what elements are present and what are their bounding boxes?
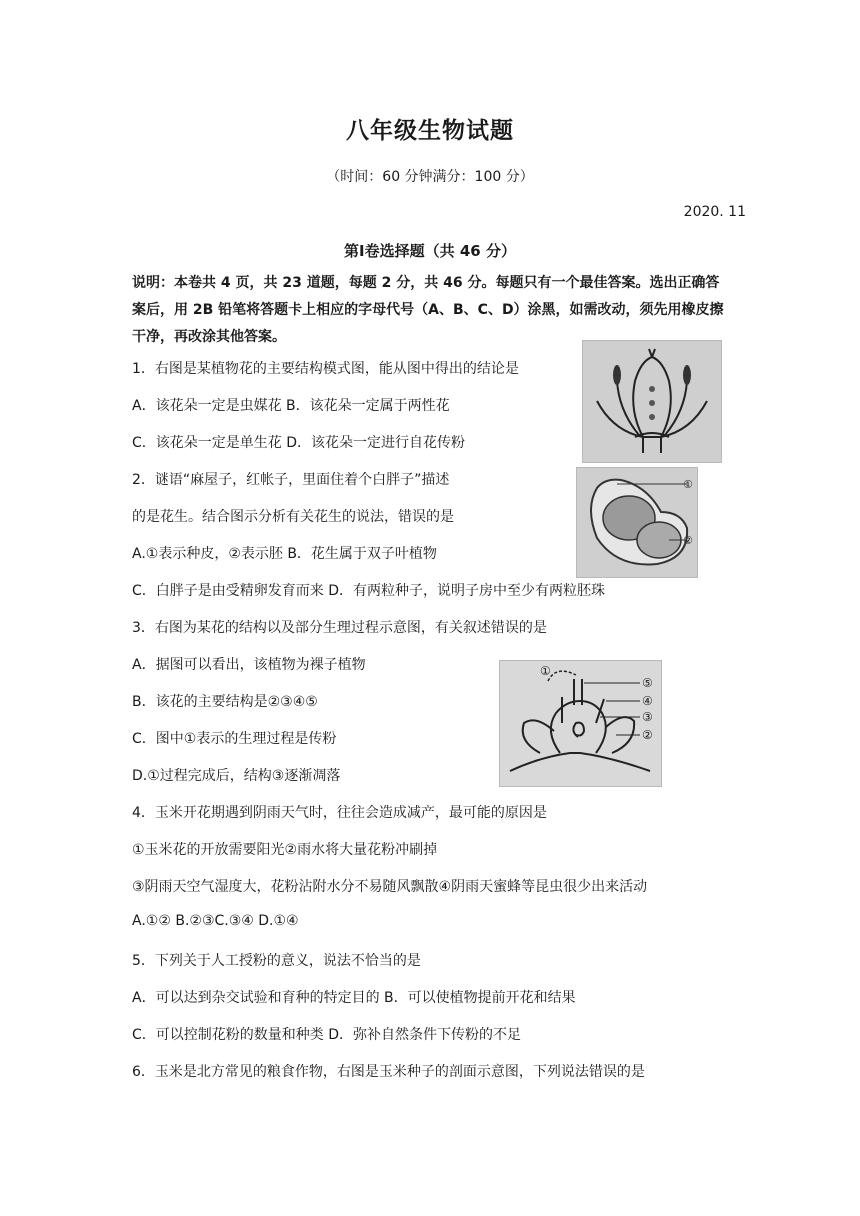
question-2-options-ab: A.①表示种皮，②表示胚 B．花生属于双子叶植物 [132,546,437,562]
peanut-figure [576,467,698,578]
question-3-option-d: D.①过程完成后，结构③逐渐凋落 [132,768,341,784]
question-4-stem: 4．玉米开花期遇到阴雨天气时，往往会造成减产，最可能的原因是 [132,805,547,821]
question-3-option-c: C．图中①表示的生理过程是传粉 [132,731,337,747]
exam-time-info: （时间：60 分钟满分：100 分） [326,169,534,185]
question-6-stem: 6．玉米是北方常见的粮食作物，右图是玉米种子的剖面示意图，下列说法错误的是 [132,1064,645,1080]
question-3-option-b: B．该花的主要结构是②③④⑤ [132,694,318,710]
question-5-options-cd: C．可以控制花粉的数量和种类 D．弥补自然条件下传粉的不足 [132,1027,522,1043]
question-1-options-ab: A．该花朵一定是虫媒花 B．该花朵一定属于两性花 [132,398,450,414]
figure2-label-2: ② [683,534,693,547]
question-3-option-a: A．据图可以看出，该植物为裸子植物 [132,657,366,673]
question-2-options-cd: C．白胖子是由受精卵发育而来 D．有两粒种子，说明子房中至少有两粒胚珠 [132,583,606,599]
instructions-note: 说明：本卷共 4 页，共 23 道题，每题 2 分，共 46 分。每题只有一个最佳答案。选出正确答案后，用 2B 铅笔将答题卡上相应的字母代号（A、B、C、D）涂黑，如需改动，须先用橡皮擦干净，再改涂其他答案。 [132,275,724,345]
question-4-statements-12: ①玉米花的开放需要阳光②雨水将大量花粉冲刷掉 [132,842,438,858]
question-2-stem-line2: 的是花生。结合图示分析有关花生的说法，错误的是 [132,509,454,525]
figure3-label-4: ④ [642,694,653,708]
question-5-options-ab: A．可以达到杂交试验和育种的特定目的 B．可以使植物提前开花和结果 [132,990,576,1006]
peanut-drawing [577,468,697,577]
figure3-label-3: ③ [642,710,653,724]
figure3-label-1: ① [540,664,551,678]
question-5-stem: 5．下列关于人工授粉的意义，说法不恰当的是 [132,953,421,969]
question-4-options: A.①② B.②③C.③④ D.①④ [132,913,299,929]
figure2-label-1: ① [683,478,693,491]
flower-structure-figure [582,340,722,463]
figure3-label-5: ⑤ [642,676,653,690]
flower-pollination-figure [499,660,662,787]
question-3-stem: 3．右图为某花的结构以及部分生理过程示意图，有关叙述错误的是 [132,620,547,636]
figure3-label-2: ② [642,728,653,742]
flower-structure-drawing [583,341,721,462]
question-1-options-cd: C．该花朵一定是单生花 D．该花朵一定进行自花传粉 [132,435,466,451]
question-1-stem: 1．右图是某植物花的主要结构模式图，能从图中得出的结论是 [132,361,519,377]
page-title: 八年级生物试题 [346,118,514,144]
section-heading: 第Ⅰ卷选择题（共 46 分） [344,242,516,260]
question-2-stem-line1: 2．谜语“麻屋子，红帐子，里面住着个白胖子”描述 [132,472,450,488]
question-4-statements-34: ③阴雨天空气湿度大，花粉沾附水分不易随风飘散④阴雨天蜜蜂等昆虫很少出来活动 [132,879,648,895]
flower-pollination-drawing [500,661,661,786]
exam-date: 2020. 11 [683,204,746,220]
